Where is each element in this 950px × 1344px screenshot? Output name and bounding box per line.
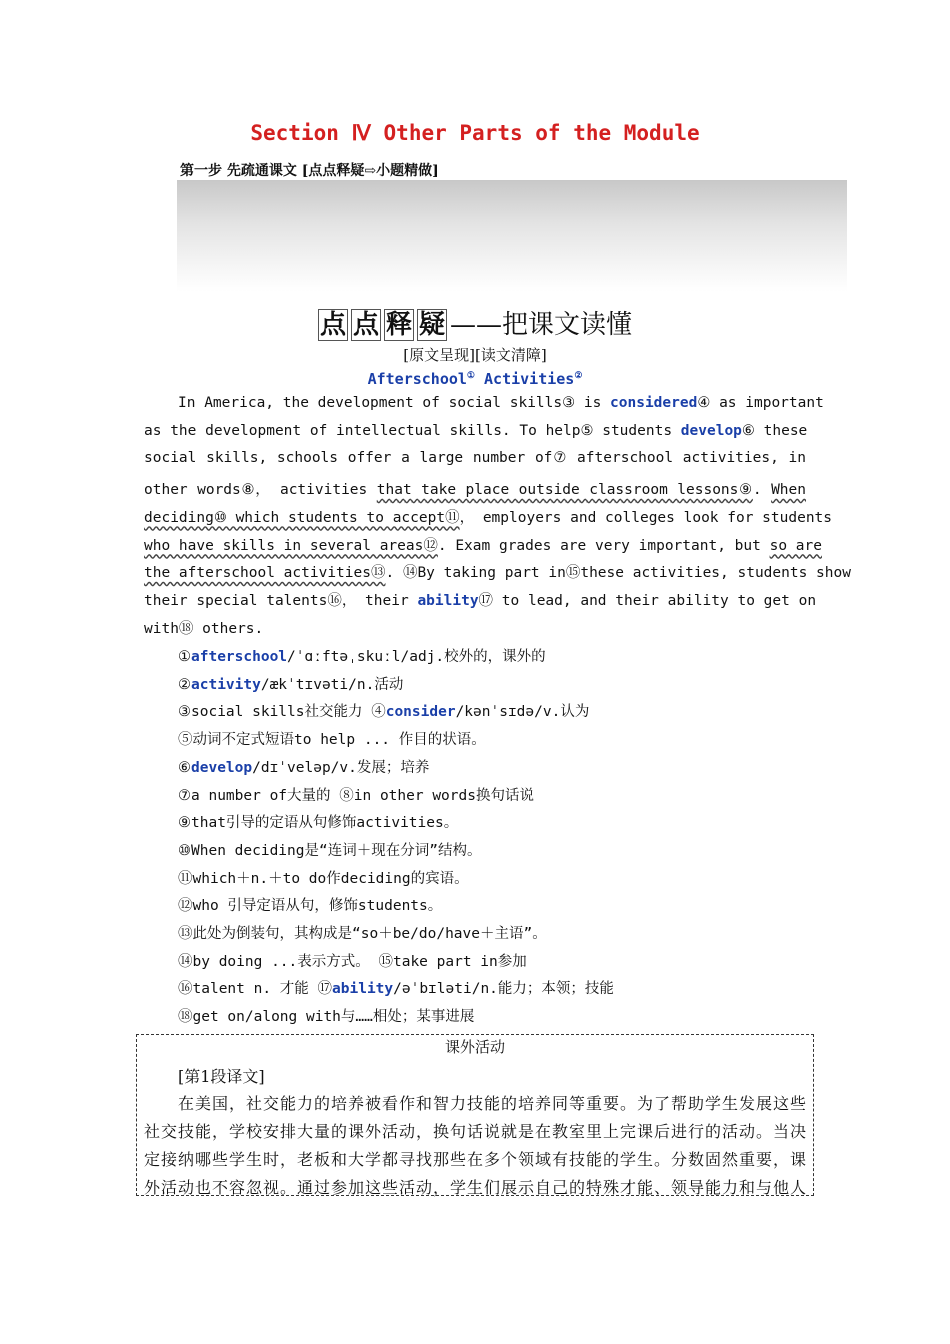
step-label: 第一步 先疏通课文 [点点释疑⇨小题精做] [180,163,439,179]
note-item: ⑭by doing ...表示方式。 ⑮take part in参加 [178,953,527,970]
passage-line: their special talents⑯， their ability⑰ to lead, and their ability to get on [144,592,817,609]
passage-line: the afterschool activities⑬. ⑭By taking part in⑮these activities, students show [144,565,851,582]
note-item: ⑨that引导的定语从句修饰activities。 [178,815,459,832]
note-item: ①afterschool/ˈɑːftəˌskuːl/adj.校外的，课外的 [178,649,546,665]
heading-char: 释 [385,310,412,340]
passage-title-word: Afterschool [367,370,467,388]
paragraph-tag: [第1段译文] [178,1067,265,1086]
heading-char: 疑 [419,310,446,340]
section-heading [0,304,950,341]
passage-line: deciding⑩ which students to accept⑪， employers and colleges look for students [144,509,833,526]
footnote-marker: ② [574,371,583,381]
footnote-marker: ① [466,371,475,381]
passage-title [0,370,950,388]
translation-line: 在美国，社交能力的培养被看作和智力技能的培养同等重要。为了帮助学生发展这些 [178,1094,806,1113]
page-title: Section Ⅳ Other Parts of the Module [250,121,700,145]
note-item: ⑫who 引导定语从句，修饰students。 [178,898,443,915]
note-item: ⑦a number of大量的 ⑧in other words换句话说 [178,787,534,804]
passage-line: with⑱ others. [144,620,264,637]
passage-title-word: Activities [484,370,575,388]
note-item: ②activity/ækˈtɪvəti/n.活动 [178,676,404,693]
translation-line: 外活动也不容忽视。通过参加这些活动，学生们展示自己的特殊才能、领导能力和与他人 [144,1178,806,1197]
note-item: ③social skills社交能力 ④consider/kənˈsɪdə/v.认为 [178,704,590,721]
note-item: ⑤动词不定式短语to help ... 作目的状语。 [178,732,486,749]
translation-line: 定接纳哪些学生时，老板和大学都寻找那些在多个领域有技能的学生。分数固然重要，课 [144,1150,806,1169]
passage-line: social skills, schools offer a large number of⑦ afterschool activities, in [144,450,806,467]
subheading: [原文呈现][读文清障] [403,346,547,364]
note-item: ⑬此处为倒装句，其构成是“so＋be/do/have＋主语”。 [178,926,547,942]
translation-box [136,1034,814,1196]
banner-image [177,180,847,292]
passage-line: In America, the development of social skills③ is considered④ as important [178,395,824,411]
heading-char: 点 [319,310,346,340]
note-item: ⑱get on/along with与……相处；某事进展 [178,1009,475,1026]
heading-rest: ——把课文读懂 [450,310,633,340]
heading-char: 点 [352,310,379,340]
note-item: ⑩When deciding是“连词＋现在分词”结构。 [178,842,482,859]
note-item: ⑥develop/dɪˈveləp/v.发展；培养 [178,759,430,776]
note-item: ⑯talent n. 才能 ⑰ability/əˈbɪləti/n.能力；本领；技能 [178,981,614,998]
note-item: ⑪which＋n.＋to do作deciding的宾语。 [178,870,469,887]
passage-line: other words⑧， activities that take place outside classroom lessons⑨. When [144,482,806,499]
passage-line: who have skills in several areas⑫. Exam grades are very important, but so are [144,537,822,554]
passage-line: as the development of intellectual skills. To help⑤ students develop⑥ these [144,422,808,439]
translation-title: 课外活动 [444,1038,505,1056]
translation-line: 社交技能，学校安排大量的课外活动，换句话说就是在教室里上完课后进行的活动。当决 [144,1122,806,1141]
